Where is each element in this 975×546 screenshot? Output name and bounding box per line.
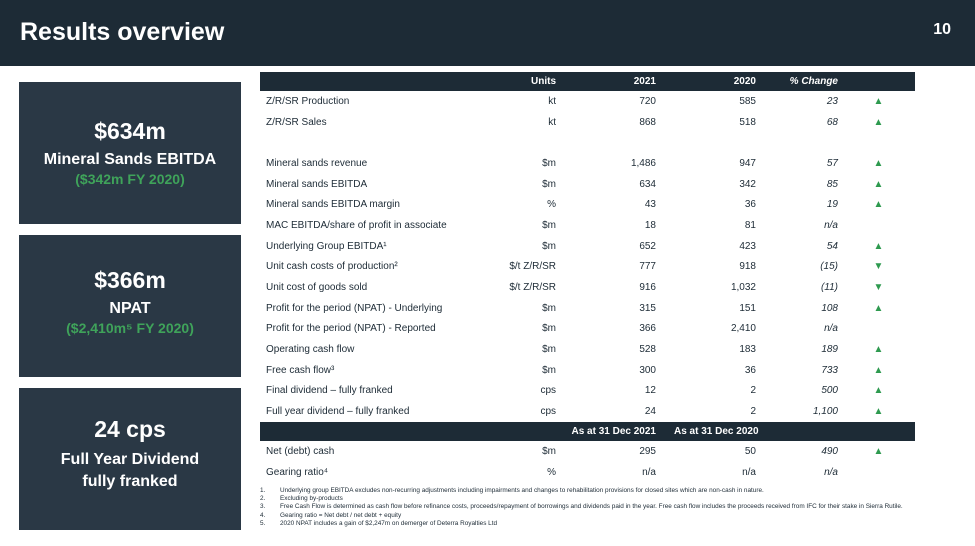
- row-change: 19: [826, 199, 838, 211]
- page-number: 10: [933, 21, 951, 38]
- row-2021: 18: [644, 219, 656, 231]
- row-unit: %: [547, 466, 556, 478]
- footnote-number: 4.: [260, 511, 266, 519]
- trend-arrow-icon: ▲: [873, 199, 884, 211]
- row-2021: 43: [644, 199, 656, 211]
- trend-arrow-icon: ▲: [873, 406, 884, 418]
- row-item: Final dividend – fully franked: [266, 385, 393, 397]
- row-unit: $/t Z/R/SR: [509, 261, 556, 273]
- row-item: Z/R/SR Sales: [266, 116, 327, 128]
- header-bar: [0, 0, 975, 66]
- trend-arrow-icon: ▲: [873, 445, 884, 457]
- row-item: Profit for the period (NPAT) - Reported: [266, 323, 436, 335]
- footnote-text: Gearing ratio = Net debt / net debt + equity: [280, 511, 402, 519]
- footnote: [260, 520, 940, 528]
- row-2020: n/a: [742, 466, 756, 478]
- row-change: n/a: [824, 466, 838, 478]
- row-change: 189: [821, 344, 838, 356]
- trend-arrow-icon: ▼: [873, 261, 884, 273]
- balance-sub-header: [260, 422, 915, 441]
- table-row: [260, 194, 915, 215]
- table-row: [260, 462, 915, 483]
- row-unit: cps: [540, 406, 556, 418]
- row-2021: 528: [639, 344, 656, 356]
- footnote-number: 1.: [260, 487, 266, 494]
- row-2020: 947: [739, 157, 756, 169]
- table-row: [260, 298, 915, 319]
- trend-arrow-icon: [842, 215, 915, 236]
- row-unit: $m: [542, 445, 556, 457]
- trend-arrow-icon: ▲: [873, 364, 884, 376]
- row-change: (15): [820, 261, 838, 273]
- row-2021: 634: [639, 178, 656, 190]
- table-row: [260, 441, 915, 462]
- row-change: 108: [821, 302, 838, 314]
- row-2020: 2,410: [730, 323, 756, 335]
- row-item: Unit cash costs of production²: [266, 261, 398, 273]
- trend-arrow-icon: [842, 462, 915, 483]
- kpi-card-npat: [19, 235, 241, 377]
- row-2020: 2: [750, 406, 756, 418]
- table-row: [260, 153, 915, 174]
- row-item: Mineral sands EBITDA: [266, 178, 368, 190]
- sub-header-blank: [760, 422, 842, 441]
- row-2020: 151: [739, 302, 756, 314]
- table-row: [260, 236, 915, 257]
- row-2020: 36: [744, 199, 756, 211]
- footnote: [260, 495, 940, 503]
- row-item: Underlying Group EBITDA¹: [266, 240, 387, 252]
- page-title: Results overview: [20, 18, 225, 46]
- table-row: [260, 381, 915, 402]
- row-change: 68: [826, 116, 838, 128]
- row-change: 54: [826, 240, 838, 252]
- kpi-card-dividend: [19, 388, 241, 530]
- row-2021: 777: [639, 261, 656, 273]
- row-2021: 12: [644, 385, 656, 397]
- row-change: 733: [821, 364, 838, 376]
- footnote-text: Free Cash Flow is determined as cash flow before refinance costs, proceeds/repayment of borrowings and dividends paid in the year. Free cash flow includes the proceeds received from IFC for their stake in Sierra Rutile.: [280, 503, 903, 511]
- sub-header-blank: [485, 422, 560, 441]
- row-2020: 183: [739, 344, 756, 356]
- footnote-text: Excluding by-products: [280, 495, 343, 503]
- row-2021: 300: [639, 364, 656, 376]
- row-change: 490: [821, 445, 838, 457]
- col-header-2021: 2021: [560, 72, 660, 91]
- results-table: [260, 72, 915, 482]
- trend-arrow-icon: ▲: [873, 302, 884, 314]
- row-2020: 918: [739, 261, 756, 273]
- row-change: (11): [820, 282, 838, 294]
- row-unit: $/t Z/R/SR: [509, 282, 556, 294]
- row-change: 1,100: [812, 406, 838, 418]
- trend-arrow-icon: ▲: [873, 344, 884, 356]
- row-item: Profit for the period (NPAT) - Underlying: [266, 302, 443, 314]
- table-row: [260, 401, 915, 422]
- kpi-value: 24 cps: [94, 416, 166, 442]
- table-row: [260, 339, 915, 360]
- row-unit: $m: [542, 219, 556, 231]
- row-2020: 342: [739, 178, 756, 190]
- row-unit: $m: [542, 240, 556, 252]
- table-row: [260, 174, 915, 195]
- col-header-item: [260, 72, 485, 91]
- kpi-sub: ($2,410m⁵ FY 2020): [66, 320, 194, 336]
- sub-header-2021: As at 31 Dec 2021: [560, 422, 660, 441]
- row-2020: 518: [739, 116, 756, 128]
- kpi-label: NPAT: [109, 300, 151, 317]
- row-item: Z/R/SR Production: [266, 95, 350, 107]
- row-item: Free cash flow³: [266, 364, 335, 376]
- col-header-change: % Change: [760, 72, 842, 91]
- sub-header-2020: As at 31 Dec 2020: [660, 422, 760, 441]
- kpi-value: $634m: [94, 118, 166, 144]
- row-item: Mineral sands revenue: [266, 157, 368, 169]
- row-change: 500: [821, 385, 838, 397]
- row-unit: $m: [542, 157, 556, 169]
- kpi-sub: ($342m FY 2020): [75, 171, 185, 187]
- row-2020: 81: [744, 219, 756, 231]
- footnote-number: 5.: [260, 519, 266, 527]
- row-2021: n/a: [642, 466, 656, 478]
- kpi-label: Full Year Dividend: [60, 451, 200, 468]
- table-row: [260, 112, 915, 133]
- footnote-text: Underlying group EBITDA excludes non-recurring adjustments including impairments and changes to rehabilitation provisions for closed sites which are non-cash in nature.: [280, 487, 764, 494]
- trend-arrow-icon: [842, 319, 915, 340]
- trend-arrow-icon: ▼: [873, 282, 884, 294]
- row-2021: 295: [639, 445, 656, 457]
- table-row: [260, 319, 915, 340]
- footnote-text: 2020 NPAT includes a gain of $2,247m on demerger of Deterra Royalties Ltd: [280, 519, 498, 527]
- sub-header-blank: [842, 422, 915, 441]
- footnote: [260, 512, 940, 520]
- row-unit: $m: [542, 364, 556, 376]
- row-item: Unit cost of goods sold: [266, 282, 368, 294]
- row-change: n/a: [824, 323, 838, 335]
- row-2021: 24: [644, 406, 656, 418]
- row-unit: %: [547, 199, 556, 211]
- row-item: Net (debt) cash: [266, 445, 335, 457]
- row-2021: 652: [639, 240, 656, 252]
- row-item: Mineral sands EBITDA margin: [266, 199, 400, 211]
- row-item: Operating cash flow: [266, 344, 355, 356]
- kpi-card-ebitda: [19, 82, 241, 224]
- trend-arrow-icon: ▲: [873, 240, 884, 252]
- row-2020: 50: [744, 445, 756, 457]
- row-2020: 585: [739, 95, 756, 107]
- table-row: [260, 277, 915, 298]
- footnotes: [260, 487, 940, 528]
- row-2021: 868: [639, 116, 656, 128]
- trend-arrow-icon: ▲: [873, 95, 884, 107]
- row-2020: 36: [744, 364, 756, 376]
- table-row: [260, 91, 915, 112]
- row-change: 85: [826, 178, 838, 190]
- table-row: [260, 360, 915, 381]
- sub-header-blank: [260, 422, 485, 441]
- row-unit: kt: [548, 95, 556, 107]
- row-change: 57: [826, 157, 838, 169]
- row-2021: 916: [639, 282, 656, 294]
- row-change: 23: [826, 95, 838, 107]
- footnote: [260, 487, 940, 495]
- footnote: [260, 503, 940, 511]
- row-2020: 1,032: [730, 282, 756, 294]
- table-header: [260, 72, 915, 91]
- row-unit: $m: [542, 344, 556, 356]
- row-unit: cps: [540, 385, 556, 397]
- row-unit: kt: [548, 116, 556, 128]
- row-item: Full year dividend – fully franked: [266, 406, 410, 418]
- row-item: Gearing ratio⁴: [266, 466, 329, 478]
- kpi-value: $366m: [94, 267, 166, 293]
- row-2021: 366: [639, 323, 656, 335]
- footnote-number: 2.: [260, 495, 266, 503]
- row-2021: 315: [639, 302, 656, 314]
- trend-arrow-icon: ▲: [873, 157, 884, 169]
- row-unit: $m: [542, 323, 556, 335]
- col-header-trend: [842, 72, 915, 91]
- table-row: [260, 215, 915, 236]
- row-2021: 1,486: [630, 157, 656, 169]
- col-header-units: Units: [485, 72, 560, 91]
- row-2020: 2: [750, 385, 756, 397]
- row-2021: 720: [639, 95, 656, 107]
- row-item: MAC EBITDA/share of profit in associate: [266, 219, 447, 231]
- footnote-number: 3.: [260, 503, 266, 511]
- kpi-label-2: fully franked: [82, 473, 178, 490]
- trend-arrow-icon: ▲: [873, 385, 884, 397]
- spacer-row: [260, 132, 915, 153]
- trend-arrow-icon: ▲: [873, 116, 884, 128]
- col-header-2020: 2020: [660, 72, 760, 91]
- table-row: [260, 257, 915, 278]
- trend-arrow-icon: ▲: [873, 178, 884, 190]
- kpi-label: Mineral Sands EBITDA: [43, 151, 217, 168]
- row-unit: $m: [542, 178, 556, 190]
- row-unit: $m: [542, 302, 556, 314]
- row-2020: 423: [739, 240, 756, 252]
- row-change: n/a: [824, 219, 838, 231]
